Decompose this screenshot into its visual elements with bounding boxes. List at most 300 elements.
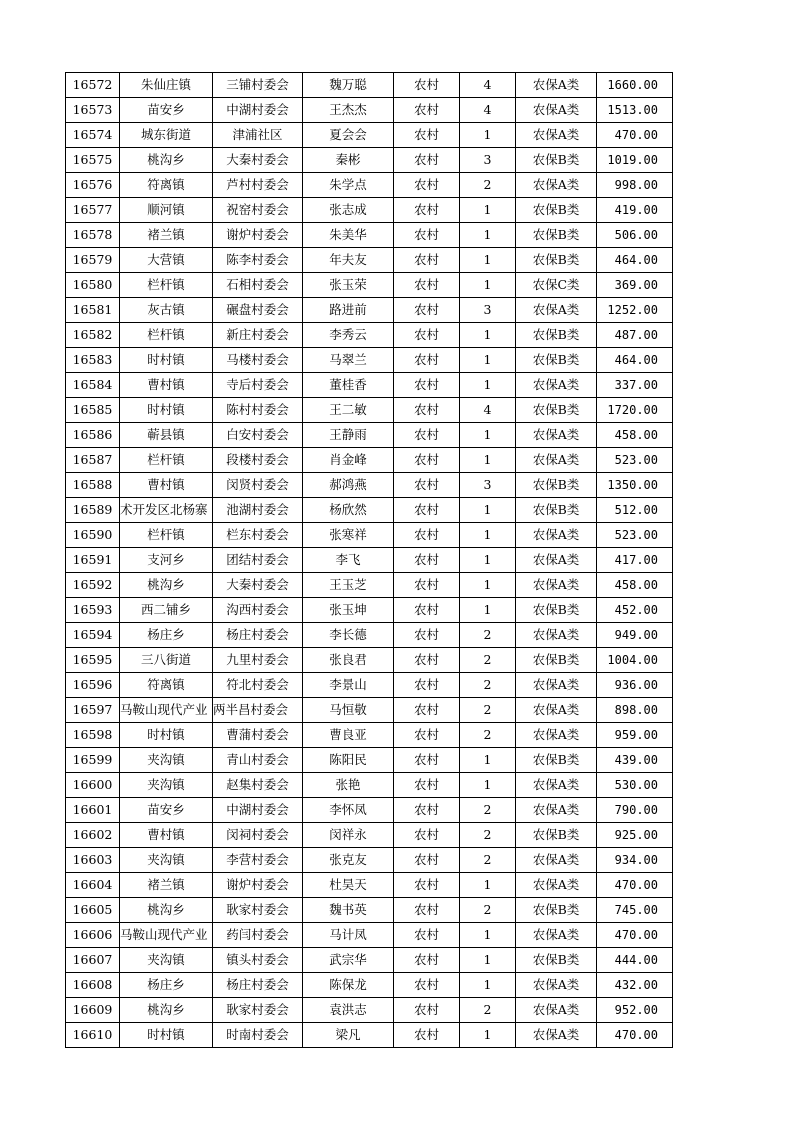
member-count-cell: 2: [460, 673, 516, 698]
name-cell: 陈阳民: [303, 748, 394, 773]
town-cell: 曹村镇: [120, 373, 213, 398]
village-committee-cell: 沟西村委会: [213, 598, 303, 623]
village-committee-cell: 池湖村委会: [213, 498, 303, 523]
village-committee-cell: 栏东村委会: [213, 523, 303, 548]
household-type-cell: 农村: [394, 323, 460, 348]
town-cell: 栏杆镇: [120, 523, 213, 548]
amount-cell: 464.00: [597, 248, 673, 273]
record-id-cell: 16587: [66, 448, 120, 473]
insurance-category-cell: 农保A类: [516, 723, 597, 748]
village-committee-cell: 芦村村委会: [213, 173, 303, 198]
name-cell: 张良君: [303, 648, 394, 673]
household-type-cell: 农村: [394, 248, 460, 273]
insurance-category-cell: 农保B类: [516, 348, 597, 373]
member-count-cell: 1: [460, 573, 516, 598]
table-row: [66, 273, 673, 298]
household-type-cell: 农村: [394, 448, 460, 473]
record-id-cell: 16578: [66, 223, 120, 248]
amount-cell: 470.00: [597, 1023, 673, 1048]
table-row: [66, 698, 673, 723]
amount-cell: 444.00: [597, 948, 673, 973]
town-cell: 栏杆镇: [120, 323, 213, 348]
household-type-cell: 农村: [394, 398, 460, 423]
table-row: [66, 623, 673, 648]
table-row: [66, 448, 673, 473]
member-count-cell: 2: [460, 723, 516, 748]
amount-cell: 1513.00: [597, 98, 673, 123]
member-count-cell: 4: [460, 98, 516, 123]
record-id-cell: 16609: [66, 998, 120, 1023]
village-committee-cell: 新庄村委会: [213, 323, 303, 348]
table-row: [66, 648, 673, 673]
record-id-cell: 16592: [66, 573, 120, 598]
name-cell: 闵祥永: [303, 823, 394, 848]
town-cell: 夹沟镇: [120, 848, 213, 873]
amount-cell: 925.00: [597, 823, 673, 848]
town-cell: 苗安乡: [120, 98, 213, 123]
village-committee-cell: 寺后村委会: [213, 373, 303, 398]
household-type-cell: 农村: [394, 698, 460, 723]
name-cell: 朱学点: [303, 173, 394, 198]
town-cell: 褚兰镇: [120, 223, 213, 248]
name-cell: 年夫友: [303, 248, 394, 273]
table-row: [66, 348, 673, 373]
village-committee-cell: 镇头村委会: [213, 948, 303, 973]
record-id-cell: 16600: [66, 773, 120, 798]
amount-cell: 1252.00: [597, 298, 673, 323]
insurance-category-cell: 农保A类: [516, 848, 597, 873]
village-committee-cell: 赵集村委会: [213, 773, 303, 798]
name-cell: 魏万聪: [303, 73, 394, 98]
village-committee-cell: 团结村委会: [213, 548, 303, 573]
insurance-category-cell: 农保B类: [516, 898, 597, 923]
household-type-cell: 农村: [394, 198, 460, 223]
member-count-cell: 2: [460, 998, 516, 1023]
name-cell: 杜昊天: [303, 873, 394, 898]
table-row: [66, 873, 673, 898]
table-row: [66, 248, 673, 273]
amount-cell: 1660.00: [597, 73, 673, 98]
record-id-cell: 16603: [66, 848, 120, 873]
table-row: [66, 423, 673, 448]
insurance-category-cell: 农保C类: [516, 273, 597, 298]
town-cell: 桃沟乡: [120, 898, 213, 923]
village-committee-cell: 青山村委会: [213, 748, 303, 773]
insurance-category-cell: 农保A类: [516, 1023, 597, 1048]
record-id-cell: 16595: [66, 648, 120, 673]
table-body: [66, 73, 673, 1048]
household-type-cell: 农村: [394, 473, 460, 498]
table-row: [66, 1023, 673, 1048]
household-type-cell: 农村: [394, 598, 460, 623]
name-cell: 李长德: [303, 623, 394, 648]
record-id-cell: 16584: [66, 373, 120, 398]
household-type-cell: 农村: [394, 623, 460, 648]
village-committee-cell: 马楼村委会: [213, 348, 303, 373]
insurance-category-cell: 农保B类: [516, 948, 597, 973]
records-table: [65, 72, 673, 1048]
village-committee-cell: 闵贤村委会: [213, 473, 303, 498]
record-id-cell: 16599: [66, 748, 120, 773]
table-row: [66, 73, 673, 98]
member-count-cell: 1: [460, 973, 516, 998]
amount-cell: 470.00: [597, 873, 673, 898]
table-row: [66, 173, 673, 198]
village-committee-cell: 碾盘村委会: [213, 298, 303, 323]
insurance-category-cell: 农保B类: [516, 498, 597, 523]
record-id-cell: 16581: [66, 298, 120, 323]
record-id-cell: 16596: [66, 673, 120, 698]
village-committee-cell: 曹蒲村委会: [213, 723, 303, 748]
household-type-cell: 农村: [394, 673, 460, 698]
insurance-category-cell: 农保B类: [516, 248, 597, 273]
name-cell: 董桂香: [303, 373, 394, 398]
household-type-cell: 农村: [394, 548, 460, 573]
town-cell: 时村镇: [120, 1023, 213, 1048]
table-row: [66, 473, 673, 498]
table-row: [66, 298, 673, 323]
amount-cell: 523.00: [597, 523, 673, 548]
member-count-cell: 3: [460, 148, 516, 173]
amount-cell: 1350.00: [597, 473, 673, 498]
member-count-cell: 1: [460, 948, 516, 973]
insurance-category-cell: 农保A类: [516, 623, 597, 648]
table-row: [66, 523, 673, 548]
table-row: [66, 198, 673, 223]
record-id-cell: 16574: [66, 123, 120, 148]
member-count-cell: 2: [460, 798, 516, 823]
table-row: [66, 548, 673, 573]
amount-cell: 512.00: [597, 498, 673, 523]
record-id-cell: 16573: [66, 98, 120, 123]
town-cell: 灰古镇: [120, 298, 213, 323]
village-committee-cell: 大秦村委会: [213, 148, 303, 173]
town-cell: 时村镇: [120, 723, 213, 748]
household-type-cell: 农村: [394, 223, 460, 248]
name-cell: 曹良亚: [303, 723, 394, 748]
member-count-cell: 1: [460, 323, 516, 348]
amount-cell: 998.00: [597, 173, 673, 198]
insurance-category-cell: 农保A类: [516, 173, 597, 198]
town-cell: 杨庄乡: [120, 973, 213, 998]
record-id-cell: 16588: [66, 473, 120, 498]
insurance-category-cell: 农保A类: [516, 773, 597, 798]
insurance-category-cell: 农保B类: [516, 748, 597, 773]
member-count-cell: 1: [460, 123, 516, 148]
name-cell: 秦彬: [303, 148, 394, 173]
table-row: [66, 323, 673, 348]
table-row: [66, 748, 673, 773]
record-id-cell: 16586: [66, 423, 120, 448]
town-cell: 夹沟镇: [120, 948, 213, 973]
member-count-cell: 1: [460, 523, 516, 548]
record-id-cell: 16572: [66, 73, 120, 98]
village-committee-cell: 杨庄村委会: [213, 973, 303, 998]
table-row: [66, 998, 673, 1023]
member-count-cell: 1: [460, 873, 516, 898]
insurance-category-cell: 农保A类: [516, 523, 597, 548]
village-committee-cell: 耿家村委会: [213, 898, 303, 923]
town-cell: 曹村镇: [120, 473, 213, 498]
name-cell: 杨欣然: [303, 498, 394, 523]
record-id-cell: 16610: [66, 1023, 120, 1048]
name-cell: 王二敏: [303, 398, 394, 423]
member-count-cell: 2: [460, 648, 516, 673]
insurance-category-cell: 农保B类: [516, 598, 597, 623]
village-committee-cell: 两半昌村委会: [213, 698, 303, 723]
town-cell: 桃沟乡: [120, 998, 213, 1023]
household-type-cell: 农村: [394, 973, 460, 998]
household-type-cell: 农村: [394, 648, 460, 673]
insurance-category-cell: 农保A类: [516, 98, 597, 123]
name-cell: 张志成: [303, 198, 394, 223]
insurance-category-cell: 农保B类: [516, 323, 597, 348]
amount-cell: 464.00: [597, 348, 673, 373]
household-type-cell: 农村: [394, 298, 460, 323]
record-id-cell: 16579: [66, 248, 120, 273]
name-cell: 马恒敬: [303, 698, 394, 723]
household-type-cell: 农村: [394, 748, 460, 773]
village-committee-cell: 药闫村委会: [213, 923, 303, 948]
member-count-cell: 2: [460, 898, 516, 923]
household-type-cell: 农村: [394, 123, 460, 148]
village-committee-cell: 时南村委会: [213, 1023, 303, 1048]
household-type-cell: 农村: [394, 798, 460, 823]
table-row: [66, 673, 673, 698]
member-count-cell: 1: [460, 248, 516, 273]
record-id-cell: 16602: [66, 823, 120, 848]
amount-cell: 439.00: [597, 748, 673, 773]
table-row: [66, 773, 673, 798]
household-type-cell: 农村: [394, 273, 460, 298]
town-cell: 曹村镇: [120, 823, 213, 848]
town-cell: 桃沟乡: [120, 573, 213, 598]
table-row: [66, 723, 673, 748]
town-cell: 符离镇: [120, 673, 213, 698]
village-committee-cell: 九里村委会: [213, 648, 303, 673]
household-type-cell: 农村: [394, 773, 460, 798]
household-type-cell: 农村: [394, 523, 460, 548]
amount-cell: 487.00: [597, 323, 673, 348]
insurance-category-cell: 农保B类: [516, 148, 597, 173]
table-row: [66, 223, 673, 248]
town-cell: 时村镇: [120, 398, 213, 423]
name-cell: 李飞: [303, 548, 394, 573]
amount-cell: 458.00: [597, 423, 673, 448]
amount-cell: 934.00: [597, 848, 673, 873]
household-type-cell: 农村: [394, 348, 460, 373]
member-count-cell: 1: [460, 423, 516, 448]
amount-cell: 452.00: [597, 598, 673, 623]
record-id-cell: 16593: [66, 598, 120, 623]
household-type-cell: 农村: [394, 73, 460, 98]
record-id-cell: 16590: [66, 523, 120, 548]
insurance-category-cell: 农保A类: [516, 548, 597, 573]
household-type-cell: 农村: [394, 848, 460, 873]
insurance-category-cell: 农保B类: [516, 223, 597, 248]
name-cell: 张艳: [303, 773, 394, 798]
name-cell: 袁洪志: [303, 998, 394, 1023]
table-row: [66, 123, 673, 148]
insurance-category-cell: 农保A类: [516, 298, 597, 323]
table-row: [66, 98, 673, 123]
village-committee-cell: 中湖村委会: [213, 98, 303, 123]
village-committee-cell: 李营村委会: [213, 848, 303, 873]
insurance-category-cell: 农保A类: [516, 923, 597, 948]
name-cell: 朱美华: [303, 223, 394, 248]
insurance-category-cell: 农保A类: [516, 798, 597, 823]
amount-cell: 745.00: [597, 898, 673, 923]
table-row: [66, 948, 673, 973]
village-committee-cell: 谢炉村委会: [213, 223, 303, 248]
name-cell: 王玉芝: [303, 573, 394, 598]
household-type-cell: 农村: [394, 723, 460, 748]
insurance-category-cell: 农保A类: [516, 373, 597, 398]
insurance-category-cell: 农保B类: [516, 648, 597, 673]
town-cell: 时村镇: [120, 348, 213, 373]
town-cell: 杨庄乡: [120, 623, 213, 648]
table-row: [66, 573, 673, 598]
table-row: [66, 398, 673, 423]
record-id-cell: 16585: [66, 398, 120, 423]
household-type-cell: 农村: [394, 898, 460, 923]
amount-cell: 470.00: [597, 923, 673, 948]
record-id-cell: 16582: [66, 323, 120, 348]
amount-cell: 369.00: [597, 273, 673, 298]
member-count-cell: 1: [460, 923, 516, 948]
record-id-cell: 16606: [66, 923, 120, 948]
name-cell: 陈保龙: [303, 973, 394, 998]
table-row: [66, 973, 673, 998]
member-count-cell: 1: [460, 373, 516, 398]
household-type-cell: 农村: [394, 823, 460, 848]
name-cell: 马计凤: [303, 923, 394, 948]
town-cell: 马鞍山现代产业: [120, 923, 213, 948]
member-count-cell: 2: [460, 823, 516, 848]
amount-cell: 959.00: [597, 723, 673, 748]
village-committee-cell: 津浦社区: [213, 123, 303, 148]
town-cell: 术开发区北杨寨: [120, 498, 213, 523]
member-count-cell: 1: [460, 448, 516, 473]
member-count-cell: 2: [460, 623, 516, 648]
table-row: [66, 798, 673, 823]
record-id-cell: 16591: [66, 548, 120, 573]
town-cell: 桃沟乡: [120, 148, 213, 173]
amount-cell: 1720.00: [597, 398, 673, 423]
village-committee-cell: 白安村委会: [213, 423, 303, 448]
name-cell: 梁凡: [303, 1023, 394, 1048]
record-id-cell: 16589: [66, 498, 120, 523]
member-count-cell: 2: [460, 173, 516, 198]
member-count-cell: 1: [460, 348, 516, 373]
name-cell: 郝鸿燕: [303, 473, 394, 498]
amount-cell: 952.00: [597, 998, 673, 1023]
insurance-category-cell: 农保A类: [516, 698, 597, 723]
amount-cell: 337.00: [597, 373, 673, 398]
name-cell: 肖金峰: [303, 448, 394, 473]
amount-cell: 949.00: [597, 623, 673, 648]
household-type-cell: 农村: [394, 498, 460, 523]
member-count-cell: 1: [460, 748, 516, 773]
name-cell: 马翠兰: [303, 348, 394, 373]
town-cell: 苗安乡: [120, 798, 213, 823]
table-row: [66, 498, 673, 523]
village-committee-cell: 谢炉村委会: [213, 873, 303, 898]
town-cell: 栏杆镇: [120, 273, 213, 298]
household-type-cell: 农村: [394, 948, 460, 973]
name-cell: 李景山: [303, 673, 394, 698]
name-cell: 武宗华: [303, 948, 394, 973]
record-id-cell: 16594: [66, 623, 120, 648]
member-count-cell: 2: [460, 848, 516, 873]
town-cell: 褚兰镇: [120, 873, 213, 898]
record-id-cell: 16607: [66, 948, 120, 973]
record-id-cell: 16575: [66, 148, 120, 173]
village-committee-cell: 杨庄村委会: [213, 623, 303, 648]
table-row: [66, 823, 673, 848]
village-committee-cell: 石相村委会: [213, 273, 303, 298]
household-type-cell: 农村: [394, 873, 460, 898]
household-type-cell: 农村: [394, 173, 460, 198]
member-count-cell: 1: [460, 498, 516, 523]
household-type-cell: 农村: [394, 998, 460, 1023]
amount-cell: 432.00: [597, 973, 673, 998]
member-count-cell: 1: [460, 548, 516, 573]
record-id-cell: 16605: [66, 898, 120, 923]
insurance-category-cell: 农保A类: [516, 423, 597, 448]
village-committee-cell: 闵祠村委会: [213, 823, 303, 848]
town-cell: 栏杆镇: [120, 448, 213, 473]
table-row: [66, 923, 673, 948]
town-cell: 符离镇: [120, 173, 213, 198]
insurance-category-cell: 农保A类: [516, 73, 597, 98]
amount-cell: 417.00: [597, 548, 673, 573]
member-count-cell: 4: [460, 398, 516, 423]
record-id-cell: 16580: [66, 273, 120, 298]
household-type-cell: 农村: [394, 98, 460, 123]
name-cell: 李秀云: [303, 323, 394, 348]
table-row: [66, 148, 673, 173]
table-row: [66, 373, 673, 398]
insurance-category-cell: 农保A类: [516, 123, 597, 148]
insurance-category-cell: 农保B类: [516, 198, 597, 223]
insurance-category-cell: 农保B类: [516, 473, 597, 498]
amount-cell: 1004.00: [597, 648, 673, 673]
table-row: [66, 898, 673, 923]
record-id-cell: 16577: [66, 198, 120, 223]
town-cell: 马鞍山现代产业: [120, 698, 213, 723]
amount-cell: 523.00: [597, 448, 673, 473]
town-cell: 大营镇: [120, 248, 213, 273]
village-committee-cell: 段楼村委会: [213, 448, 303, 473]
town-cell: 夹沟镇: [120, 748, 213, 773]
village-committee-cell: 大秦村委会: [213, 573, 303, 598]
table-row: [66, 598, 673, 623]
village-committee-cell: 祝窑村委会: [213, 198, 303, 223]
member-count-cell: 4: [460, 73, 516, 98]
amount-cell: 898.00: [597, 698, 673, 723]
village-committee-cell: 陈村村委会: [213, 398, 303, 423]
village-committee-cell: 符北村委会: [213, 673, 303, 698]
record-id-cell: 16583: [66, 348, 120, 373]
town-cell: 支河乡: [120, 548, 213, 573]
insurance-category-cell: 农保B类: [516, 398, 597, 423]
record-id-cell: 16608: [66, 973, 120, 998]
town-cell: 夹沟镇: [120, 773, 213, 798]
amount-cell: 470.00: [597, 123, 673, 148]
insurance-category-cell: 农保A类: [516, 998, 597, 1023]
amount-cell: 530.00: [597, 773, 673, 798]
